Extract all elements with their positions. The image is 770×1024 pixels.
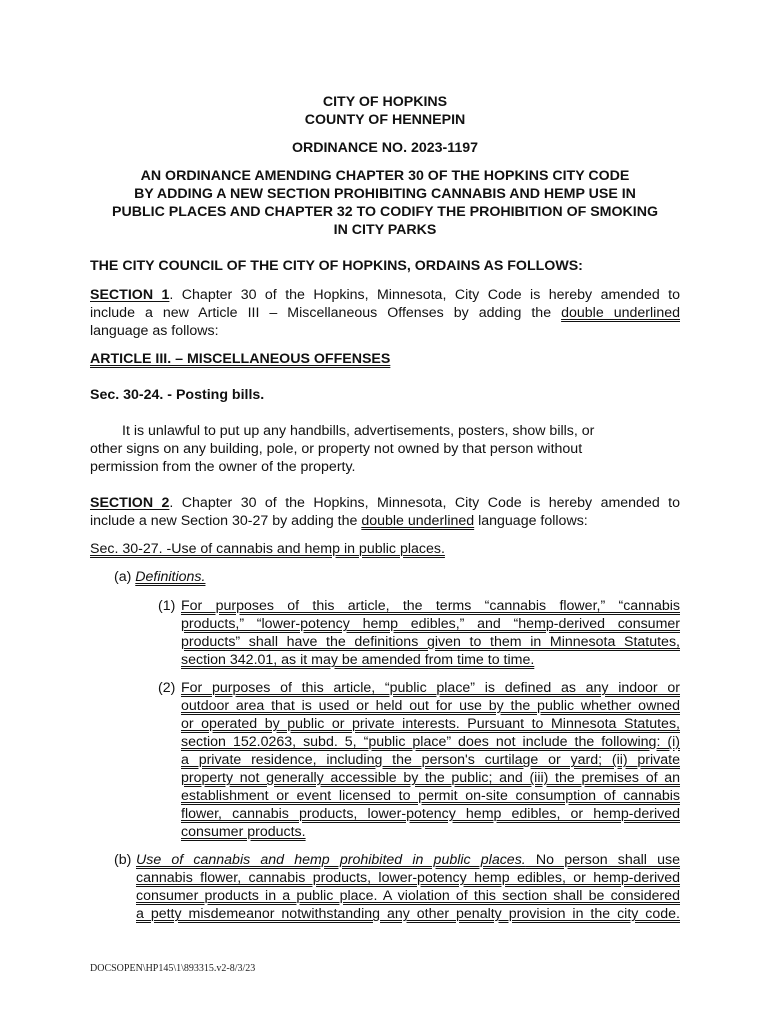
article-heading: ARTICLE III. – MISCELLANEOUS OFFENSES bbox=[90, 351, 391, 367]
item2-label: (2) bbox=[158, 680, 176, 696]
section2-line: include a new Section 30-27 by adding the double underlined language follows: bbox=[90, 513, 588, 529]
item1-label: (1) bbox=[158, 598, 176, 614]
sec-30-24-line: It is unlawful to put up any handbills, advertisements, posters, show bills, or bbox=[122, 423, 595, 439]
subsection-b-line: consumer products in a public place. A violation of this section shall be considered bbox=[136, 888, 680, 904]
ordinance-title-line: IN CITY PARKS bbox=[333, 222, 437, 238]
subsection-b-line: a petty misdemeanor notwithstanding any other penalty provision in the city code. bbox=[136, 906, 680, 922]
ordinance-title-line: AN ORDINANCE AMENDING CHAPTER 30 OF THE HOPKINS CITY CODE bbox=[140, 168, 630, 184]
sec-30-24-heading: Sec. 30-24. - Posting bills. bbox=[90, 387, 265, 403]
item2-line: flower, cannabis products, lower-potency hemp edibles, or hemp-derived bbox=[181, 806, 680, 822]
item1-line: products” shall have the definitions given to them in Minnesota Statutes, bbox=[181, 634, 680, 650]
document-footer-id: DOCSOPEN\HP145\1\893315.v2-8/3/23 bbox=[90, 963, 256, 974]
sec-30-24-line: permission from the owner of the property. bbox=[90, 459, 356, 475]
subsection-a-heading: (a) Definitions. bbox=[114, 569, 206, 585]
item2-line: property not generally accessible by the public; and (iii) the premises of an bbox=[181, 770, 680, 786]
section1-label: SECTION 1 bbox=[90, 287, 170, 303]
ordinance-title-line: PUBLIC PLACES AND CHAPTER 32 TO CODIFY THE PROHIBITION OF SMOKING bbox=[112, 204, 658, 220]
section2-line: SECTION 2. Chapter 30 of the Hopkins, Minnesota, City Code is hereby amended to bbox=[90, 495, 680, 511]
item2-line: outdoor area that is used or held out for use by the public whether owned bbox=[181, 698, 680, 714]
item1-line: For purposes of this article, the terms “cannabis flower,” “cannabis bbox=[181, 598, 680, 614]
ordinance-number: ORDINANCE NO. 2023-1197 bbox=[291, 140, 479, 156]
sec-30-27-heading: Sec. 30-27. -Use of cannabis and hemp in public places. bbox=[90, 541, 445, 557]
item2-line: section 152.0263, subd. 5, “public place” does not include the following: (i) bbox=[181, 734, 680, 750]
item1-line: products,” “lower-potency hemp edibles,” and “hemp-derived consumer bbox=[181, 616, 680, 632]
item2-line: consumer products. bbox=[181, 824, 306, 840]
city-heading: CITY OF HOPKINS bbox=[322, 94, 448, 110]
item2-line: or operated by public or private interests. Pursuant to Minnesota Statutes, bbox=[181, 716, 680, 732]
subsection-b-label: (b) bbox=[114, 852, 132, 868]
item2-line: a private residence, including the person's curtilage or yard; (ii) private bbox=[181, 752, 680, 768]
subsection-b-line: Use of cannabis and hemp prohibited in public places. No person shall use bbox=[136, 852, 680, 868]
subsection-b-line: cannabis flower, cannabis products, lower-potency hemp edibles, or hemp-derived bbox=[136, 870, 680, 886]
section1-line: include a new Article III – Miscellaneous Offenses by adding the double underlined bbox=[90, 305, 680, 321]
sec-30-24-line: other signs on any building, pole, or property not owned by that person without bbox=[90, 441, 583, 457]
item1-line: section 342.01, as it may be amended from time to time. bbox=[181, 652, 535, 668]
ordains-statement: THE CITY COUNCIL OF THE CITY OF HOPKINS, ORDAINS AS FOLLOWS: bbox=[90, 258, 583, 274]
county-heading: COUNTY OF HENNEPIN bbox=[304, 112, 466, 128]
ordinance-title-line: BY ADDING A NEW SECTION PROHIBITING CANNABIS AND HEMP USE IN bbox=[134, 186, 636, 202]
item2-line: establishment or event licensed to permit on-site consumption of cannabis bbox=[181, 788, 680, 804]
section2-label: SECTION 2 bbox=[90, 495, 170, 511]
section1-line: language as follows: bbox=[90, 323, 219, 339]
section1-line: SECTION 1. Chapter 30 of the Hopkins, Minnesota, City Code is hereby amended to bbox=[90, 287, 680, 303]
item2-line: For purposes of this article, “public place” is defined as any indoor or bbox=[181, 680, 680, 696]
subsection-b-title: Use of cannabis and hemp prohibited in public places. bbox=[136, 852, 526, 868]
